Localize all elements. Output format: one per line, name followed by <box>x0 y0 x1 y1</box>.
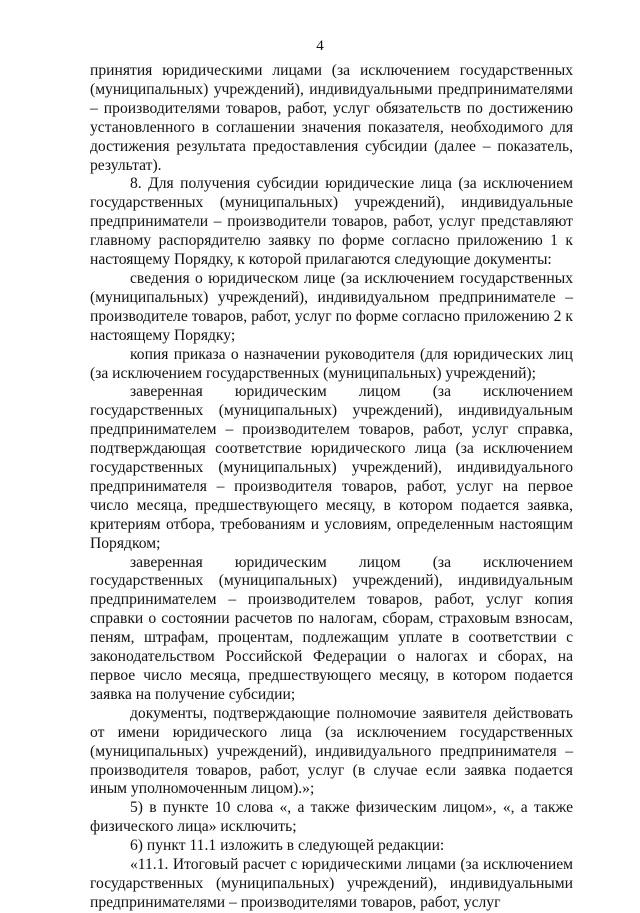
paragraph-amendment-6: 6) пункт 11.1 изложить в следующей редакции: <box>130 837 445 855</box>
paragraph-tax-certificate: заверенная юридическим лицом (за исключением государственных (муниципальных) учреждений), индивидуальным предпринимателем – производителем товаров, работ, услуг копия справки о состоянии расчетов по налогам, сборам, страховым взносам, пеням, штрафам, процентам, подлежащим уплате в соответствии с законодательством Российской Федерации о налогах и сборах, на первое число месяца, предшествующего месяцу, в котором подается заявка на получение субсидии; <box>90 553 573 703</box>
paragraph-amendment-5: 5) в пункте 10 слова «, а также физическим лицом», «, а также физического лица» исключить; <box>90 799 573 836</box>
paragraph-item-8: 8. Для получения субсидии юридические лица (за исключением государственных (муниципальных) учреждений), индивидуальные предприниматели – производители товаров, работ, услуг представляют главному распорядителю заявку по форме согласно приложению 1 к настоящему Порядку, к которой прилагаются следующие документы: <box>90 175 573 269</box>
document-body <box>90 62 573 913</box>
paragraph-copy-of-order: копия приказа о назначении руководителя (для юридических лиц (за исключением государственных (муниципальных) учреждений); <box>90 345 573 382</box>
paragraph-authority-documents: документы, подтверждающие полномочие заявителя действовать от имени юридического лица (за исключением государственных (муниципальных) учреждений), индивидуального предпринимателя – производителя товаров, работ, услуг (в случае если заявка подается иным уполномоченным лицом).»; <box>90 704 573 798</box>
paragraph-item-11-1: «11.1. Итоговый расчет с юридическими лицами (за исключением государственных (муниципальных) учреждений), индивидуальными предпринимателями – производителями товаров, работ, услуг <box>90 856 573 911</box>
paragraph-continuation: принятия юридическими лицами (за исключением государственных (муниципальных) учреждений), индивидуальными предпринимателями – производителями товаров, работ, услуг обязательств по достижению установленного в соглашении значения показателя, необходимого для достижения результата предоставления субсидии (далее – показатель, результат). <box>90 62 573 174</box>
paragraph-compliance-certificate: заверенная юридическим лицом (за исключением государственных (муниципальных) учреждений), индивидуальным предпринимателем – производителем товаров, работ, услуг справка, подтверждающая соответствие юридического лица (за исключением государственных (муниципальных) учреждений), индивидуального предпринимателя – производителя товаров, работ, услуг на первое число месяца, предшествующего месяцу, в котором подается заявка, критериям отбора, требованиям и условиям, определенным настоящим Порядком; <box>90 383 573 552</box>
paragraph-info-about-entity: сведения о юридическом лице (за исключением государственных (муниципальных) учреждений), индивидуальном предпринимателе – производителе товаров, работ, услуг по форме согласно приложению 2 к настоящему Порядку; <box>90 269 573 344</box>
page-number: 4 <box>316 38 324 54</box>
